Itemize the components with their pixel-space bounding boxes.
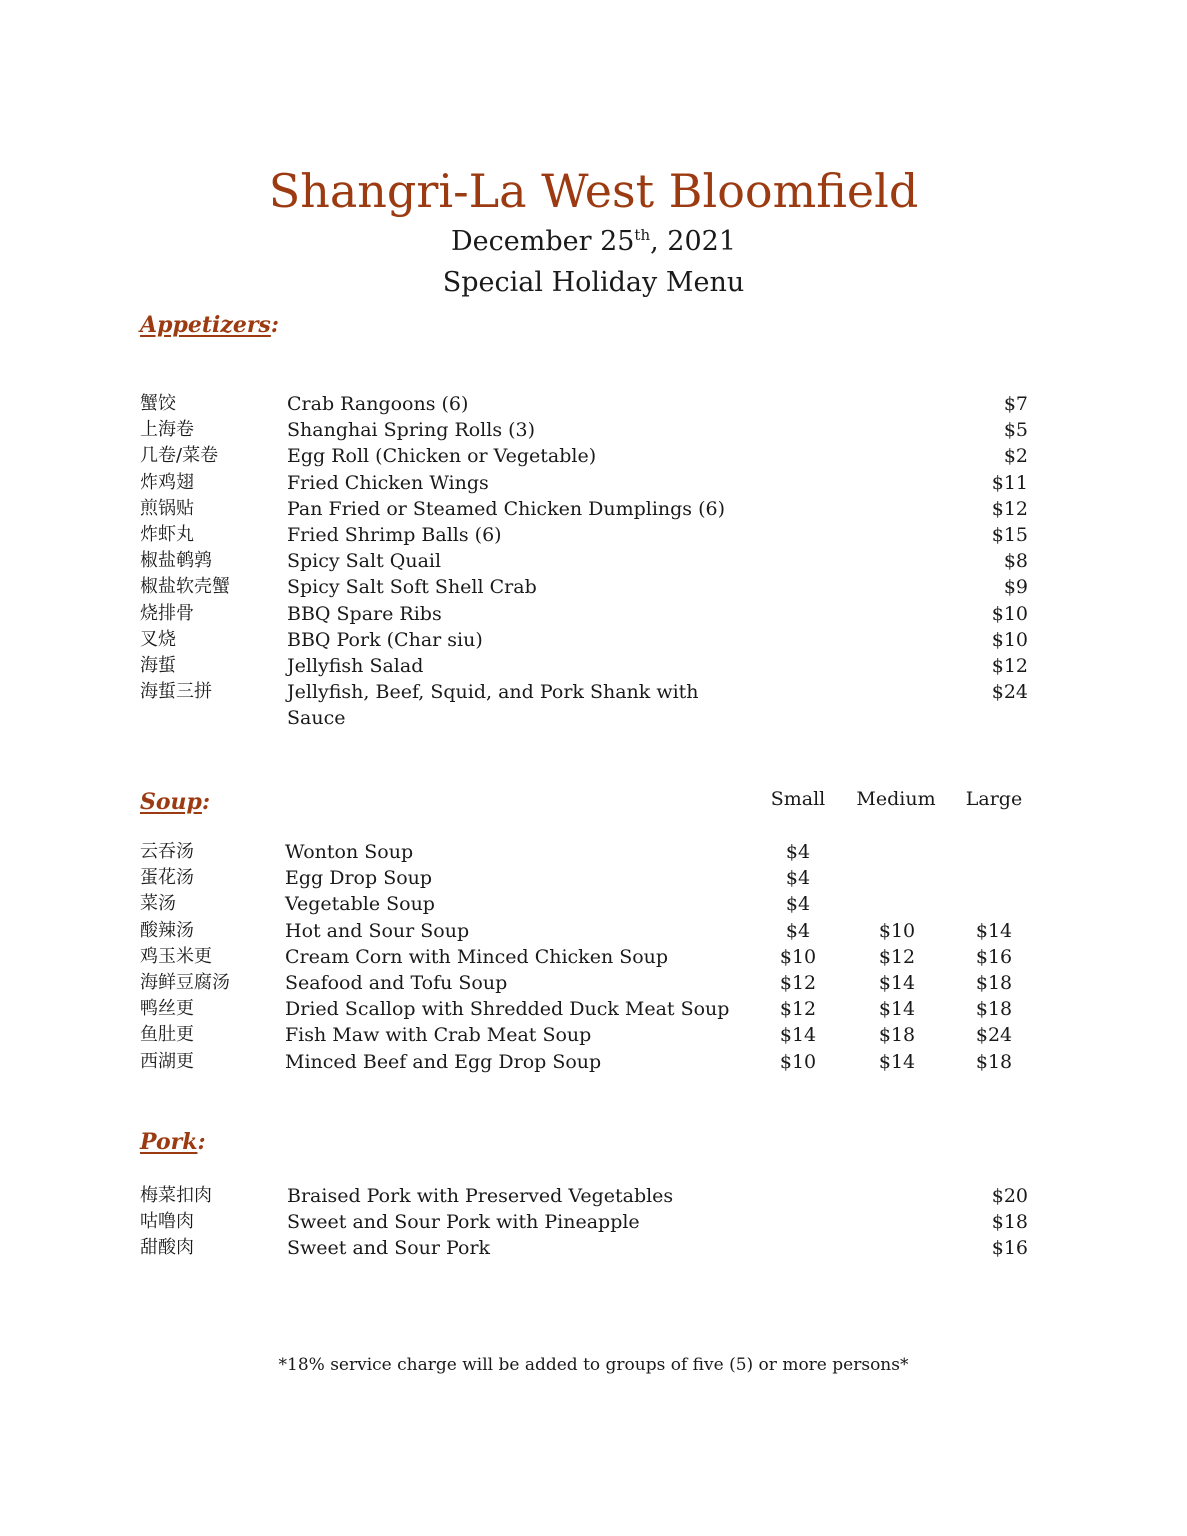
- item-price: $11: [991, 471, 1028, 494]
- item-chinese-name: 烧排骨: [140, 602, 194, 624]
- price-medium: $10: [878, 919, 916, 942]
- item-english-name: Spicy Salt Soft Shell Crab: [287, 576, 537, 599]
- price-small: $4: [785, 841, 811, 863]
- pork-heading-text: Pork: [140, 1129, 198, 1155]
- item-chinese-name: 甜酸肉: [140, 1237, 194, 1259]
- item-chinese-name: 海蜇: [140, 654, 176, 676]
- item-chinese-name: 鱼肚更: [140, 1024, 194, 1046]
- column-header-medium: Medium: [856, 788, 936, 810]
- item-price: $10: [991, 628, 1028, 651]
- price-medium: $14: [878, 971, 916, 994]
- price-small: $4: [785, 867, 811, 890]
- item-english-name: Spicy Salt Quail: [287, 550, 442, 573]
- item-english-name: Dried Scallop with Shredded Duck Meat Soup: [285, 998, 730, 1021]
- item-chinese-name: 炸虾丸: [140, 523, 194, 545]
- item-chinese-name: 叉烧: [140, 628, 176, 650]
- pork-list: [140, 1183, 1030, 1262]
- appetizers-heading: [140, 311, 279, 339]
- date-suffix: th: [634, 226, 651, 244]
- item-chinese-name: 菜汤: [140, 893, 176, 915]
- item-english-name: Sweet and Sour Pork: [287, 1237, 491, 1260]
- item-english-name: Shanghai Spring Rolls (3): [287, 419, 536, 442]
- item-chinese-name: 椒盐软壳蟹: [140, 576, 230, 598]
- item-chinese-name: 西湖更: [140, 1050, 194, 1072]
- column-header-large: Large: [965, 788, 1023, 810]
- price-small: $12: [779, 998, 817, 1021]
- pork-heading: [140, 1128, 206, 1156]
- item-chinese-name: 蟹饺: [140, 393, 176, 414]
- item-chinese-name: 云吞汤: [140, 841, 194, 862]
- date-year: , 2021: [650, 226, 737, 257]
- item-chinese-name: 酸辣汤: [140, 919, 194, 941]
- service-charge-note: *18% service charge will be added to groups of five (5) or more persons*: [278, 1355, 909, 1375]
- item-english-name: Fish Maw with Crab Meat Soup: [285, 1024, 592, 1047]
- price-small: $10: [779, 945, 817, 968]
- list-item: [140, 679, 1030, 731]
- list-item: [140, 496, 1030, 522]
- item-english-name: Jellyfish Salad: [287, 654, 424, 677]
- price-small: $12: [779, 971, 817, 994]
- item-english-name: Vegetable Soup: [285, 893, 435, 916]
- item-english-name: Wonton Soup: [285, 841, 414, 863]
- list-item: [140, 1235, 1030, 1261]
- list-item: [140, 443, 1030, 469]
- item-english-name: Jellyfish, Beef, Squid, and Pork Shank with Sauce: [287, 681, 699, 730]
- column-header-small: Small: [770, 788, 826, 810]
- item-english-name: Sweet and Sour Pork with Pineapple: [287, 1211, 640, 1234]
- soup-heading-text: Soup: [140, 789, 202, 815]
- item-english-name: Crab Rangoons (6): [287, 393, 469, 415]
- appetizers-heading-text: Appetizers: [140, 312, 271, 338]
- item-price: $15: [991, 523, 1028, 546]
- item-chinese-name: 椒盐鹌鹑: [140, 550, 212, 572]
- item-price: $12: [991, 497, 1028, 520]
- price-small: $4: [785, 893, 811, 916]
- price-medium: $18: [878, 1024, 916, 1047]
- soup-list: [140, 839, 1030, 1075]
- item-english-name: Fried Chicken Wings: [287, 471, 489, 494]
- item-chinese-name: 几卷/菜卷: [140, 445, 219, 467]
- price-large: $24: [975, 1024, 1013, 1047]
- item-english-name: Minced Beef and Egg Drop Soup: [285, 1050, 602, 1073]
- item-price: $9: [1003, 576, 1028, 599]
- date-main: December 25: [450, 226, 635, 257]
- price-large: $14: [975, 919, 1013, 942]
- list-item: [140, 1183, 1030, 1209]
- list-item: [140, 996, 1030, 1022]
- list-item: [140, 839, 1030, 865]
- list-item: [140, 522, 1030, 548]
- item-chinese-name: 海蜇三拼: [140, 681, 212, 703]
- item-english-name: Pan Fried or Steamed Chicken Dumplings (6): [287, 497, 726, 520]
- item-english-name: BBQ Spare Ribs: [287, 602, 442, 625]
- item-chinese-name: 鸭丝更: [140, 998, 194, 1020]
- item-price: $8: [1003, 550, 1028, 573]
- item-chinese-name: 海鲜豆腐汤: [140, 971, 230, 993]
- price-large: $18: [975, 998, 1013, 1021]
- item-price: $10: [991, 602, 1028, 625]
- item-english-name: Seafood and Tofu Soup: [285, 971, 508, 994]
- list-item: [140, 1049, 1030, 1075]
- soup-heading-colon: :: [201, 789, 211, 815]
- list-item: [140, 470, 1030, 496]
- item-english-name: Fried Shrimp Balls (6): [287, 523, 502, 546]
- item-chinese-name: 上海卷: [140, 419, 194, 441]
- menu-date: [0, 225, 1187, 259]
- list-item: [140, 391, 1030, 417]
- item-chinese-name: 蛋花汤: [140, 867, 194, 889]
- item-english-name: Cream Corn with Minced Chicken Soup: [285, 945, 669, 968]
- item-price: $20: [991, 1185, 1028, 1207]
- list-item: [140, 574, 1030, 600]
- item-chinese-name: 炸鸡翅: [140, 471, 194, 493]
- item-price: $2: [1003, 445, 1028, 468]
- list-item: [140, 627, 1030, 653]
- menu-subtitle: Special Holiday Menu: [442, 267, 745, 298]
- item-price: $18: [991, 1211, 1028, 1234]
- list-item: [140, 865, 1030, 891]
- item-price: $24: [991, 681, 1028, 704]
- restaurant-title: Shangri-La West Bloomfield: [268, 164, 919, 218]
- soup-heading: [140, 788, 210, 816]
- list-item: [140, 653, 1030, 679]
- appetizers-heading-colon: :: [270, 312, 279, 338]
- item-english-name: Braised Pork with Preserved Vegetables: [287, 1185, 674, 1207]
- pork-heading-colon: :: [197, 1129, 206, 1155]
- price-medium: $12: [878, 945, 916, 968]
- list-item: [140, 417, 1030, 443]
- list-item: [140, 891, 1030, 917]
- list-item: [140, 970, 1030, 996]
- item-chinese-name: 煎锅贴: [140, 497, 194, 519]
- price-small: $4: [785, 919, 811, 942]
- price-large: $18: [975, 971, 1013, 994]
- appetizers-list: [140, 391, 1030, 731]
- item-chinese-name: 咕噜肉: [140, 1211, 194, 1233]
- item-english-name: Egg Roll (Chicken or Vegetable): [287, 445, 597, 468]
- price-small: $14: [779, 1024, 817, 1047]
- item-price: $5: [1003, 419, 1028, 442]
- item-price: $7: [1003, 393, 1028, 415]
- list-item: [140, 1022, 1030, 1048]
- item-chinese-name: 梅菜扣肉: [140, 1185, 212, 1206]
- list-item: [140, 944, 1030, 970]
- item-price: $16: [991, 1237, 1028, 1260]
- item-english-name: Hot and Sour Soup: [285, 919, 470, 942]
- list-item: [140, 1209, 1030, 1235]
- price-large: $16: [975, 945, 1013, 968]
- item-chinese-name: 鸡玉米更: [140, 945, 212, 967]
- list-item: [140, 548, 1030, 574]
- item-english-name: Egg Drop Soup: [285, 867, 433, 890]
- list-item: [140, 601, 1030, 627]
- price-large: $18: [975, 1050, 1013, 1073]
- list-item: [140, 918, 1030, 944]
- price-small: $10: [779, 1050, 817, 1073]
- price-medium: $14: [878, 1050, 916, 1073]
- item-english-name: BBQ Pork (Char siu): [287, 628, 483, 651]
- item-price: $12: [991, 654, 1028, 677]
- price-medium: $14: [878, 998, 916, 1021]
